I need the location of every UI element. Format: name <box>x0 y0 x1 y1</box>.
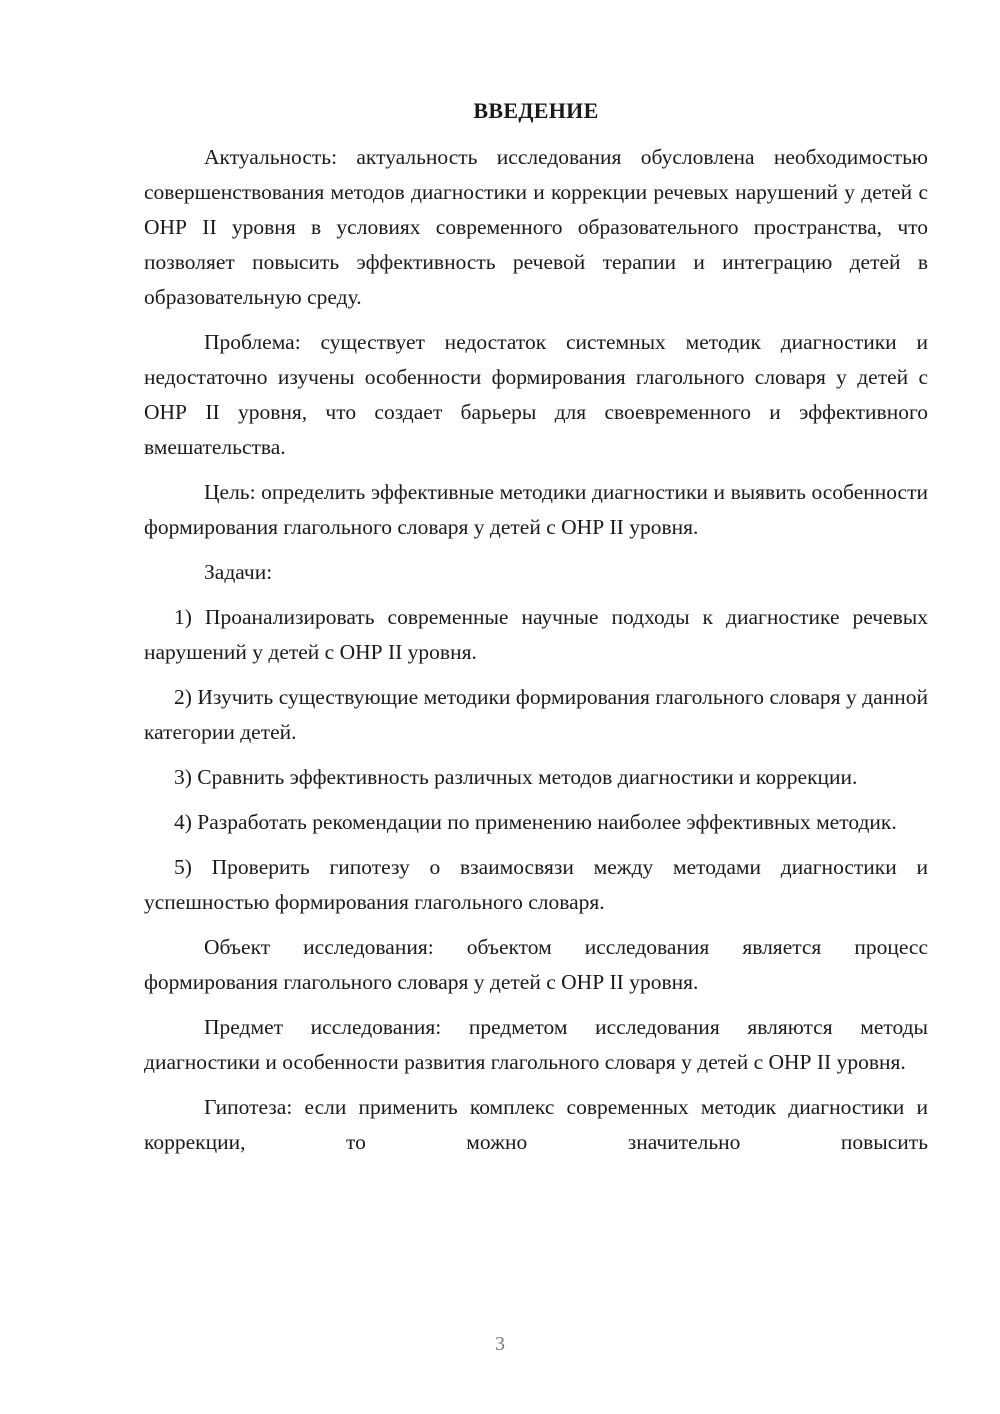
task-item-2: 2) Изучить существующие методики формирования глагольного словаря у данной категории детей. <box>144 685 928 744</box>
hypothesis-paragraph: Гипотеза: если применить комплекс современных методик диагностики и коррекции, то можно значительно повысить <box>144 1095 928 1154</box>
task-item-5: 5) Проверить гипотезу о взаимосвязи между методами диагностики и успешностью формирования глагольного словаря. <box>144 855 928 914</box>
task-item-4: 4) Разработать рекомендации по применению наиболее эффективных методик. <box>174 810 897 834</box>
task-item-3: 3) Сравнить эффективность различных методов диагностики и коррекции. <box>174 765 858 789</box>
goal-paragraph: Цель: определить эффективные методики диагностики и выявить особенности формирования глагольного словаря у детей с ОНР II уровня. <box>144 480 928 539</box>
object-paragraph: Объект исследования: объектом исследования является процесс формирования глагольного словаря у детей с ОНР II уровня. <box>144 935 928 994</box>
section-heading: ВВЕДЕНИЕ <box>473 98 599 123</box>
tasks-label: Задачи: <box>204 560 273 584</box>
task-item-1: 1) Проанализировать современные научные подходы к диагностике речевых нарушений у детей с ОНР II уровня. <box>144 605 928 664</box>
relevance-paragraph: Актуальность: актуальность исследования обусловлена необходимостью совершенствования методов диагностики и коррекции речевых нарушений у детей с ОНР II уровня в условиях современного образовательного пространства, что позволяет повысить эффективность речевой терапии и интеграцию детей в образовательную среду. <box>144 145 928 309</box>
subject-paragraph: Предмет исследования: предметом исследования являются методы диагностики и особенности развития глагольного словаря у детей с ОНР II уровня. <box>144 1015 928 1074</box>
document-page <box>144 94 928 1170</box>
page-number: 3 <box>495 1333 505 1355</box>
problem-paragraph: Проблема: существует недостаток системных методик диагностики и недостаточно изучены особенности формирования глагольного словаря у детей с ОНР II уровня, что создает барьеры для своевременного и эффективного вмешательства. <box>144 330 928 459</box>
